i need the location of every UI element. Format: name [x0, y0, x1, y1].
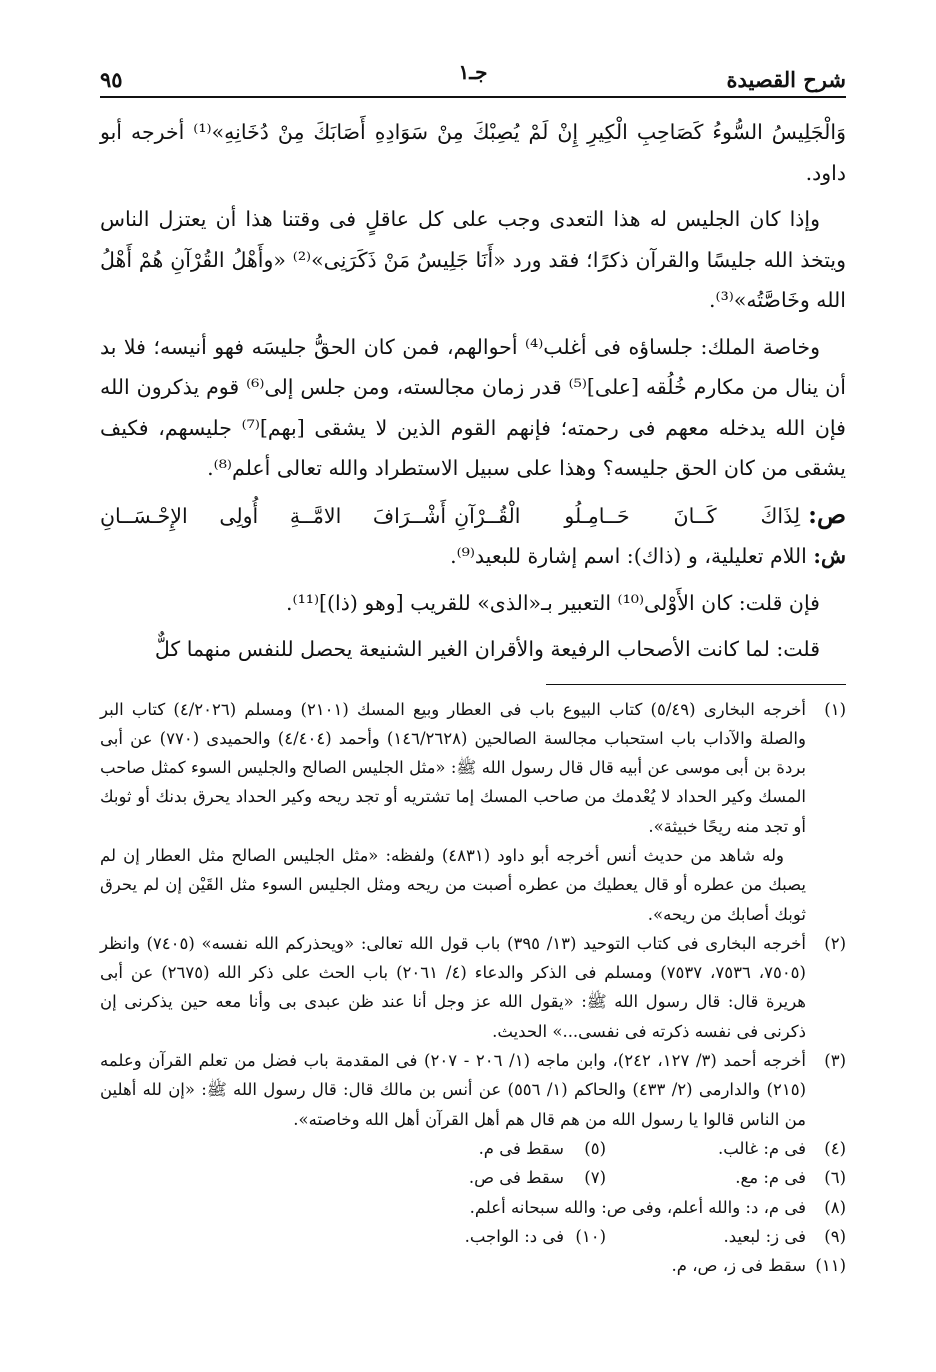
- volume-label: جـ١: [458, 60, 488, 84]
- commentary-line-2: فإن قلت: كان الأَوْلى⁽¹⁰⁾ التعبير بـ«الذى» للقريب [وهو (ذا)]⁽¹¹⁾.: [286, 590, 820, 615]
- commentary-text: اللام تعليلية، و (ذاك): اسم إشارة للبعيد⁽⁹⁾.: [450, 544, 807, 568]
- main-text: [100, 112, 846, 670]
- footnote-text: فى م، د: والله أعلم، وفى ص: والله سبحانه أعلم.: [469, 1197, 806, 1217]
- footnote-number: (١): [824, 699, 846, 719]
- footnote-number: (٦): [824, 1168, 846, 1188]
- footnote-text: سقط فى ص.: [468, 1168, 564, 1188]
- footnote-number: (٨): [824, 1197, 846, 1217]
- footnote-2: [100, 929, 846, 1046]
- footnote-number: (٢): [824, 933, 846, 953]
- page-number: ٩٥: [100, 67, 123, 92]
- paragraph-2: وإذا كان الجليس له هذا التعدى وجب على كل عاقلٍ فى وقتنا هذا أن يعتزل الناس ويتخذ الله جليسًا والقرآن ذكرًا؛ فقد ورد «أَنَا جَلِيسُ مَنْ ذَكَرَنِى»⁽²⁾ «وأَهْلُ القُرْآنِ هُمْ أَهْلُ الله وخَاصَّتُه»⁽³⁾.: [100, 207, 846, 312]
- short-note-row: [100, 1193, 846, 1222]
- footnote-text: فى م: مع.: [735, 1168, 806, 1188]
- footnote-text: فى ز: لبعيد.: [723, 1226, 806, 1246]
- footnote-text: أخرجه البخارى فى كتاب التوحيد (١٣/ ٣٩٥) باب قول الله تعالى: «ويحذركم الله نفسه» (٧٤٠٥) وانظر (٧٥٠٥، ٧٥٣٦، ٧٥٣٧) ومسلم فى الذكر والدعاء (٤/ ٢٠٦١) باب الحث على ذكر الله (٢٦٧٥) عن أبى هريرة قال: قال رسول الله ﷺ: «يقول الله عز وجل أنا عند ظن عبدى بى وأنا معه حين يذكرنى إن ذكرنى فى نفسه ذكرته فى نفسى...» الحديث.: [100, 933, 806, 1041]
- footnote-1: [100, 695, 846, 929]
- footnote-number: (٤): [824, 1138, 846, 1158]
- paragraph-3: وخاصة الملك: جلساؤه فى أغلب⁽⁴⁾ أحوالهم، فمن كان الحقُّ جليسَه فهو أنيسه؛ فلا بد أن ينال من مكارم خُلُقه [على]⁽⁵⁾ قدر زمان مجالسته، ومن جلس إلى⁽⁶⁾ قوم يذكرون الله فإن الله يدخله معهم فى رحمته؛ فإنهم القوم الذين لا يشقى [بهم]⁽⁷⁾ جليسهم، فكيف يشقى من كان الحق جليسه؟ وهذا على سبيل الاستطراد والله تعالى أعلم⁽⁸⁾.: [100, 334, 846, 480]
- commentary-line-1: [100, 536, 846, 577]
- footnote-number: (٧): [584, 1168, 606, 1188]
- short-note-row: [100, 1163, 846, 1192]
- footnote-number: (١١): [815, 1256, 846, 1276]
- commentary-line-3: قلت: لما كانت الأصحاب الرفيعة والأقران الغير الشنيعة يحصل للنفس منهما كلٌّ: [154, 637, 820, 661]
- footnote-number: (٩): [824, 1226, 846, 1246]
- book-page: [100, 52, 846, 1280]
- footnote-3: [100, 1046, 846, 1134]
- short-note-row: [100, 1134, 846, 1163]
- commentary-tag: ش:: [813, 544, 846, 568]
- footnote-number: (٥): [584, 1138, 606, 1158]
- footnote-divider: [546, 684, 846, 685]
- running-header: [100, 52, 846, 98]
- footnote-text: فى م: غالب.: [717, 1138, 806, 1158]
- footnote-text: فى د: الواجب.: [464, 1226, 564, 1246]
- footnote-text: سقط فى م.: [478, 1138, 564, 1158]
- footnote-number: (١٠): [575, 1226, 606, 1246]
- footnote-text: أخرجه أحمد (٣/ ١٢٧، ٢٤٢)، وابن ماجه (١/ ٢٠٦ - ٢٠٧) فى المقدمة باب فضل من تعلم القرآن وعلمه (٢١٥) والدارمى (٢/ ٤٣٣) والحاكم (١/ ٥٥٦) عن أنس بن مالك قال: قال رسول الله ﷺ: «إن لله أهلين من الناس قالوا يا رسول الله من هم قال هم أهل القرآن أهل الله وخاصته».: [100, 1051, 807, 1129]
- hemistich-second: أَشْــرَافَ الامَّــةِ أُولِى الإِحْـسَــانِ: [100, 503, 447, 528]
- verse-tag: ص:: [808, 499, 846, 529]
- poem-verse: [100, 495, 846, 537]
- footnote-number: (٣): [824, 1051, 846, 1071]
- paragraph-1: وَالْجَلِيسُ السُّوءُ كَصَاحِبِ الْكِيرِ إِنْ لَمْ يُصِبْكَ مِنْ سَوَادِهِ أَصَابَكَ مِنْ دُخَانِهِ»⁽¹⁾ أخرجه أبو داود.: [100, 120, 846, 185]
- footnotes: [100, 695, 846, 1281]
- short-note-row: [100, 1222, 846, 1251]
- footnote-text: وله شاهد من حديث أنس أخرجه أبو داود (٤٨٣١) ولفظه: «مثل الجليس الصالح مثل العطار إن لم يصبك من عطره أو قال يعطيك من عطره أصبت من ريحه ومثل الجليس السوء مثل القَيْن إن لم يحرق ثوبك أصابك من ريحه».: [100, 845, 806, 924]
- footnote-text: أخرجه البخارى (٥/٤٩) كتاب البيوع باب فى العطار وبيع المسك (٢١٠١) ومسلم (٤/٢٠٢٦) كتاب البر والصلة والآداب باب استحباب مجالسة الصالحين (١٤٦/٢٦٢٨) وأحمد (٤/٤٠٤) والحميدى (٧٧٠) عن أبى بردة بن أبى موسى عن أبيه قال قال رسول الله ﷺ: «مثل الجليس الصالح والجليس السوء كمثل صاحب المسك وكير الحداد لا يُعْدمك من صاحب المسك إما تشتريه أو تجد ريحه وكير الحداد يحرق بدنك أو ثوبك أو تجد منه ريحًا خبيثة».: [100, 699, 806, 836]
- footnote-text: سقط فى ز، ص، م.: [671, 1256, 806, 1276]
- book-title: شرح القصيدة: [726, 67, 846, 92]
- short-note-row: [100, 1251, 846, 1280]
- hemistich-first: لِذَاكَ كَــانَ حَــامِـلُو الْقُــرْآنِ: [454, 503, 801, 528]
